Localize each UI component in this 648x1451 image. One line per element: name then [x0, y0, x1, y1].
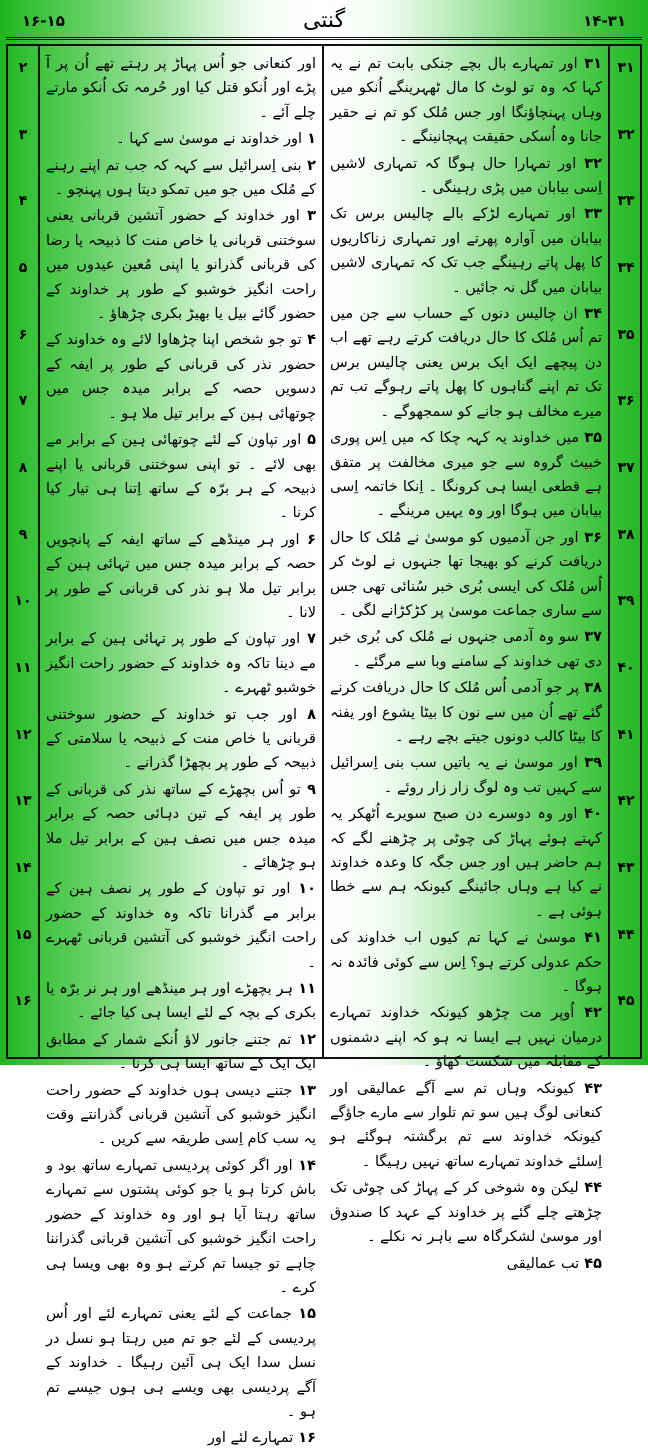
gutter-verse-number: ۳۴	[617, 260, 635, 276]
verse-text: جماعت کے لئے یعنی تمہارے لئے اور اُس پردیسی کے لئے جو تم میں رہتا ہو نسل در نسل سدا ایک ہی آئین رہیگا ۔ خداوند کے آگے پردیسی بھی ویسے ہی ہوں جیسے تم ہو ۔	[46, 1306, 316, 1420]
column-divider	[322, 44, 324, 1059]
verse-text: جتنے دیسی ہوں خداوند کے حضور راحت انگیز خوشبو کی آتشین قربانی گذرانتے وقت یہ سب کام اِسی طریقہ سے کریں ۔	[46, 1082, 316, 1148]
verse-text: اور جن آدمیوں کو موسیٰ نے مُلک کا حال دریافت کرنے کو بھیجا تھا جنہوں نے لوٹ کر اُس مُلک کی ایسی بُری خبر سُنائی تھی جس سے ساری جماعت موسیٰ پر کڑکڑانے لگی ۔	[330, 529, 602, 619]
verse-text: اور تمہارے بال بچے جنکی بابت تم نے یہ کہا کہ وہ تو لوٹ کا مال ٹھہرینگے اُنکو میں وہاں پہنچاؤنگا اور جس مُلک کو تم نے حقیر جانا وہ اُسکی حقیقت پہچانینگے ۔	[330, 56, 602, 146]
gutter-verse-number: ۳	[18, 126, 28, 143]
gutter-verse-number: ۲	[18, 60, 28, 76]
verse-number: ۱۲	[291, 1031, 316, 1048]
verse	[46, 778, 316, 876]
gutter-verse-number: ۳۷	[617, 460, 635, 476]
verse-text: اور تپاون کے لئے چوتھائی ہین کے برابر مے بھی لائے ۔ تو اپنی سوختنی قربانی یا اپنے ذبیحہ کے ہر برّہ کے ساتھ اِتنا ہی تیار کیا کرنا ۔	[46, 432, 316, 522]
verse-number: ۱	[302, 131, 316, 148]
verse-number: ۱۵	[291, 1306, 316, 1323]
verse-number: ۳۵	[579, 430, 602, 447]
verse-number: ۲	[301, 157, 316, 174]
gutter-verse-number: ۴۵	[617, 993, 635, 1010]
verse-number: ۶	[299, 531, 316, 548]
verse	[46, 1028, 316, 1077]
verse-text: کیونکہ وہاں تم سے آگے عمالیقی اور کنعانی لوگ ہیں سو تم تلوار سے مارے جاؤگے کیونکہ خداوند سے تم برگشتہ ہوگئے ہو اِسلئے خداوند تمہارے ساتھ نہیں رہیگا ۔	[330, 1080, 602, 1170]
gutter-verse-number: ۱۶	[14, 993, 32, 1010]
verse-text: لیکن وہ شوخی کر کے پہاڑ کی چوٹی تک چڑھتے چلے گئے پر خداوند کے عہد کا صندوق اور موسیٰ لشکرگاہ سے باہر نہ نکلے ۔	[330, 1180, 602, 1246]
verse-number: ۴۳	[574, 1080, 602, 1097]
verse	[46, 703, 316, 776]
verse-number: ۴۱	[575, 930, 602, 947]
verse-number: ۱۰	[290, 881, 316, 898]
verse	[330, 302, 602, 424]
verse	[46, 1154, 316, 1300]
gutter-verse-number: ۳۲	[617, 126, 635, 143]
verse	[46, 1426, 316, 1450]
verse-text: اور وہ دوسرے دن صبح سویرے اُٹھکر یہ کہتے ہوئے پہاڑ کی چوٹی پر چڑھنے لگے کہ ہم حاضر ہیں اور جس جگہ کا وعدہ خداوند نے کیا ہے وہاں جائینگے کیونکہ ہم سے خطا ہوئی ہے ۔	[330, 806, 602, 920]
gutter-verse-number: ۱۲	[14, 726, 32, 743]
verse	[330, 526, 602, 624]
verse-text: سو وہ آدمی جنہوں نے مُلک کی بُری خبر دی تھی خداوند کے سامنے وبا سے مرگئے ۔	[330, 629, 602, 670]
gutter-verse-number: ۱۴	[14, 860, 32, 876]
verse-text: بنی اِسرائیل سے کہہ کہ جب تم اپنے رہنے کے مُلک میں جو میں تمکو دیتا ہوں پہنچو ۔	[46, 157, 316, 199]
verse-text: ہر بچھڑے اور ہر مینڈھے اور ہر نر برّہ یا بکری کے بچہ کے لئے ایسا ہی کیا جائے ۔	[46, 981, 316, 1022]
right-verse-gutter	[610, 48, 642, 1057]
verse	[46, 204, 316, 326]
verse	[46, 1079, 316, 1152]
verse	[46, 52, 316, 125]
verse	[330, 926, 602, 999]
verse-number: ۱۶	[293, 1430, 316, 1447]
verse-number: ۳۹	[577, 755, 602, 772]
page-header	[6, 4, 642, 40]
verse-text: اور خداوند نے موسیٰ سے کہا ۔	[116, 131, 303, 148]
gutter-verse-number: ۷	[18, 393, 28, 410]
verse-text: ان چالیس دنوں کے حساب سے جن میں تم اُس مُلک کا حال دریافت کرتے رہے تھے اب دن پیچھے ایک ایک برس یعنی چالیس برس تک تم اپنے گناہوں کا پھل پاتے رہوگے تب تم میرے مخالف ہو جانے کو سمجھوگے ۔	[330, 306, 602, 420]
verse-number: ۳۱	[577, 56, 602, 72]
verse	[330, 152, 602, 201]
gutter-verse-number: ۵	[18, 260, 28, 276]
verse-number: ۱۱	[293, 981, 316, 998]
verse-text: پر جو آدمی اُس مُلک کا حال دریافت کرنے گئے تھے اُن میں سے نون کا بیٹا یشوع اور یفنہ کا بیٹا کالب دونوں جیتے بچے رہے ۔	[330, 680, 602, 745]
gutter-verse-number: ۴	[18, 193, 28, 210]
right-text-column	[326, 52, 606, 1272]
book-title: گنتی	[302, 8, 346, 33]
gutter-verse-number: ۳۵	[617, 326, 635, 343]
gutter-verse-number: ۴۰	[617, 660, 635, 676]
gutter-verse-number: ۸	[18, 460, 28, 476]
gutter-verse-number: ۴۴	[617, 926, 635, 943]
verse	[46, 428, 316, 526]
verse-text: تم جتنے جانور لاؤ اُنکے شمار کے مطابق ایک ایک کے ساتھ ایسا ہی کرنا ۔	[46, 1031, 316, 1073]
verse-text: اور تمہارے لڑکے بالے چالیس برس تک بیابان میں آوارہ پھرتے اور تمہاری زناکاریوں کا پھل پاتے رہینگے جب تک کہ تمہاری لاشیں بیابان میں گل نہ جائیں ۔	[330, 206, 602, 296]
gutter-verse-number: ۳۳	[617, 193, 635, 210]
verse-text: اور کنعانی جو اُس پہاڑ پر رہتے تھے اُن پر آ پڑے اور اُنکو قتل کیا اور حُرمہ تک اُنکو مارتے چلے آئے ۔	[46, 56, 316, 121]
verse-number: ۳۳	[575, 206, 602, 223]
verse	[46, 328, 316, 426]
verse	[330, 202, 602, 300]
verse-text: تمہارے لئے اور	[207, 1430, 294, 1447]
verse-number: ۱۴	[292, 1157, 316, 1174]
gutter-verse-number: ۳۱	[617, 60, 635, 76]
verse-text: تو جو شخص اپنا چڑھاوا لائے وہ خداوند کے حضور نذر کی قربانی کے طور پر ایفہ کے دسویں حصہ کے برابر میدہ جس میں چوتھائی ہین کے برابر تیل ملا ہو ۔	[46, 332, 316, 422]
verse-number: ۳	[299, 208, 316, 225]
verse-text: اور موسیٰ نے یہ باتیں سب بنی اِسرائیل سے کہیں تب وہ لوگ زار زار روئے ۔	[330, 755, 602, 796]
gutter-verse-number: ۱۱	[14, 660, 32, 676]
verse-text: اور جب تو خداوند کے حضور سوختنی قربانی یا خاص منت کے ذبیحہ یا سلامتی کے ذبیحہ کے طور پر بچھڑا گذرانے ۔	[46, 706, 316, 772]
verse-text: اور اگر کوئی پردیسی تمہارے ساتھ بود و باش کرتا ہو یا جو کوئی پشتوں سے تمہارے ساتھ رہتا آیا ہو اور وہ خداوند کے حضور راحت انگیز خوشبو کی آتشین قربانی گذراننا چاہے تو جیسا تم کرتے ہو وہ بھی ویسا ہی کرے ۔	[46, 1157, 316, 1296]
verse-number: ۷	[300, 631, 316, 648]
verse-text: اور تمہارا حال ہوگا کہ تمہاری لاشیں اِسی بیابان میں پڑی رہینگی ۔	[330, 155, 602, 197]
verse	[46, 977, 316, 1026]
gutter-verse-number: ۱۵	[14, 926, 32, 943]
verse-number: ۹	[300, 781, 316, 798]
gutter-verse-number: ۴۱	[617, 726, 635, 743]
verse-text: اور تو تپاون کے طور پر نصف ہین کے برابر مے گذرانا تاکہ وہ خداوند کے حضور راحت انگیز خوشبو کی آتشین قربانی ٹھہرے ۔	[46, 881, 316, 971]
header-range-left: ۱۶-۱۵	[22, 11, 65, 30]
verse-text: اور تپاون کے طور پر تہائی ہین کے برابر مے دینا تاکہ وہ خداوند کے حضور راحت انگیز خوشبو ٹھہرے ۔	[46, 631, 316, 697]
verse	[46, 877, 316, 975]
gutter-verse-number: ۶	[18, 326, 28, 343]
gutter-verse-number: ۱۰	[14, 593, 32, 610]
verse-number: ۳۶	[578, 529, 602, 546]
verse-number: ۳۲	[576, 155, 602, 172]
verse-text: اور ہر مینڈھے کے ساتھ ایفہ کے پانچویں حصہ کے برابر میدہ جس میں تہائی ہین کے برابر تیل ملا ہو نذر کی قربانی کے طور پر لانا ۔	[46, 531, 316, 621]
verse-text: موسیٰ نے کہا تم کیوں اب خداوند کی حکم عدولی کرتے ہو؟ اِس سے کوئی فائدہ نہ ہوگا ۔	[330, 930, 602, 996]
left-text-column	[42, 52, 320, 1447]
verse-number: ۴	[301, 332, 316, 349]
verse-number: ۴۲	[574, 1005, 602, 1022]
verse	[330, 1176, 602, 1249]
gutter-verse-number: ۴۲	[617, 793, 635, 810]
header-range-right: ۱۴-۳۱	[583, 11, 626, 30]
verse-text: اور خداوند کے حضور آتشین قربانی یعنی سوختنی قربانی یا خاص منت کا ذبیحہ یا رضا کی قربانی گذرانو یا اپنی مُعین عیدوں میں راحت انگیز خوشبو کے طور پر خداوند کے حضور گائے بیل یا بھیڑ بکری چڑھاؤ ۔	[46, 208, 316, 323]
verse	[46, 627, 316, 700]
verse	[330, 1001, 602, 1074]
verse-number: ۳۴	[577, 306, 602, 323]
verse	[330, 625, 602, 674]
gutter-verse-number: ۳۸	[617, 526, 635, 543]
verse-number: ۴۴	[578, 1180, 602, 1197]
verse-text: اُوپر مت چڑھو کیونکہ خداوند تمہارے درمیان نہیں ہے ایسا نہ ہو کہ اپنے دشمنوں کے مقابلہ میں شکست کھاؤ ۔	[330, 1005, 602, 1071]
verse	[330, 1077, 602, 1175]
verse	[330, 751, 602, 800]
verse	[46, 127, 316, 151]
gutter-verse-number: ۳۹	[617, 593, 635, 610]
verse-number: ۴۵	[579, 1255, 602, 1272]
verse-number: ۵	[301, 432, 316, 449]
gutter-verse-number: ۳۶	[617, 393, 635, 410]
verse-number: ۳۸	[579, 680, 602, 697]
gutter-verse-number: ۴۳	[617, 860, 635, 876]
left-verse-gutter	[7, 48, 39, 1057]
gutter-verse-number: ۱۳	[14, 793, 32, 810]
verse	[46, 528, 316, 626]
verse-text: تب عمالیقی	[506, 1255, 580, 1272]
verse-text: میں خداوند یہ کہہ چکا کہ میں اِس پوری خبیث گروہ سے جو میری مخالفت پر متفق ہے قطعی ایسا ہی کرونگا ۔ اِنکا خاتمہ اِسی بیابان میں ہوگا اور وہ یہیں مرینگے ۔	[330, 430, 602, 520]
verse	[46, 154, 316, 203]
verse	[330, 676, 602, 749]
gutter-verse-number: ۹	[18, 526, 28, 543]
verse-text: تو اُس بچھڑے کے ساتھ نذر کی قربانی کے طور پر ایفہ کے تین دہائی حصہ کے برابر میدہ جس میں نصف ہین کے برابر تیل ملا ہو چڑھائے ۔	[46, 781, 316, 871]
verse-number: ۳۷	[578, 629, 602, 646]
verse	[330, 1252, 602, 1276]
verse-number: ۸	[297, 706, 316, 723]
verse	[330, 52, 602, 150]
verse	[330, 426, 602, 524]
verse-number: ۴۰	[577, 806, 602, 823]
verse	[46, 1302, 316, 1424]
verse-number: ۱۳	[292, 1082, 316, 1099]
verse	[330, 802, 602, 924]
